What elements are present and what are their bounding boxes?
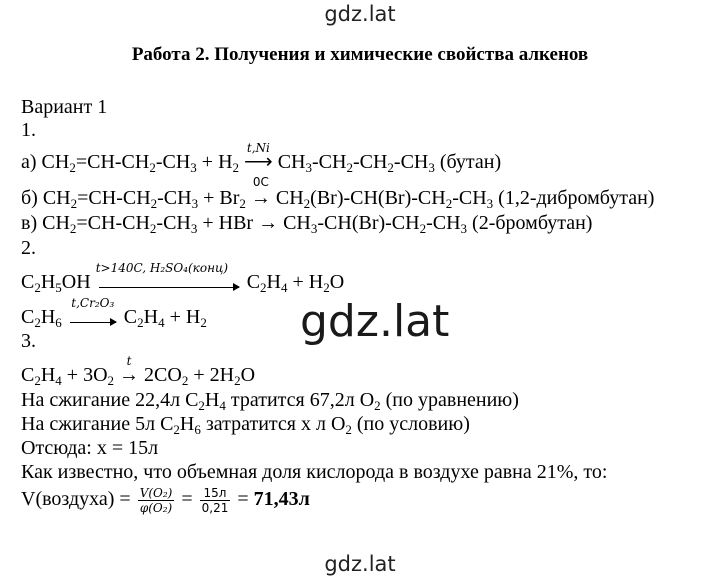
equation-2b: $C_2H_6$ t,Cr₂O₃ $C_2H_4 + H_2$ — [21, 305, 207, 329]
equation-1c: в) $CH_2=CH-CH_2-CH_3$ + HBr → $CH_3-CH(Br)-CH_2-CH_3$ (2-бромбутан) — [21, 212, 593, 236]
calc-line-2: На сжигание 5л $C_2H_6$ затратится x л $O_2$ (по условию) — [21, 413, 470, 437]
fraction-volume-ratio: $\frac{\text{V(O₂)}}{\text{φ(O₂)}}$ — [139, 486, 173, 515]
calc-line-3: Отсюда: x = 15л — [21, 437, 159, 459]
watermark-center: gdz.lat — [300, 296, 450, 347]
equation-3: $C_2H_4 + 3O_2$ t → $2CO_2 + 2H_2O$ — [21, 363, 255, 387]
product-name-1b: (1,2-дибромбутан) — [498, 187, 655, 209]
task1-number: 1. — [21, 119, 36, 141]
watermark-bottom: gdz.lat — [324, 552, 396, 576]
arrow-label-2a: t>140C, H₂SO₄(конц) — [95, 261, 229, 275]
equation-2a: $C_2H_5OH$ t>140C, H₂SO₄(конц) $C_2H_4 + H_2O$ — [21, 270, 344, 294]
equation-1b: б) $CH_2=CH-CH_2-CH_3 + Br_2$ 0C → $CH_2(Br)-CH(Br)-CH_2-CH_3$ (1,2-дибромбутан) — [21, 186, 654, 210]
arrow-label-1a: t,Ni — [246, 141, 270, 155]
calc-line-5: V(воздуха) = $\frac{\text{V(O₂)}}{\text{φ(O₂)}}$ = $\frac{15л}{0,21}$ = 71,43л — [21, 486, 310, 515]
task3-number: 3. — [21, 330, 36, 352]
equation-1a: а) $CH_2=CH-CH_2-CH_3 + H_2$ t,Ni ⟶ $CH_3-CH_2-CH_2-CH_3$ (бутан) — [21, 150, 501, 174]
calc-line-4: Как известно, что объемная доля кислорода в воздухе равна 21%, то: — [21, 461, 608, 483]
arrow-label-1b: 0C — [252, 175, 269, 189]
fraction-numeric: $\frac{15л}{0,21}$ — [201, 486, 229, 515]
task2-number: 2. — [21, 237, 36, 259]
answer-value: 71,43л — [253, 488, 310, 511]
calc-line-1: На сжигание 22,4л $C_2H_4$ тратится 67,2л $O_2$ (по уравнению) — [21, 389, 519, 413]
variant-heading: Вариант 1 — [21, 96, 108, 118]
arrow-label-2b: t,Cr₂O₃ — [71, 296, 115, 310]
arrow-label-3: t — [126, 354, 132, 368]
page-title: Работа 2. Получения и химические свойства алкенов — [131, 44, 589, 65]
watermark-top: gdz.lat — [324, 2, 396, 26]
product-name-1a: (бутан) — [439, 151, 502, 173]
product-name-1c: (2-бромбутан) — [472, 212, 593, 234]
